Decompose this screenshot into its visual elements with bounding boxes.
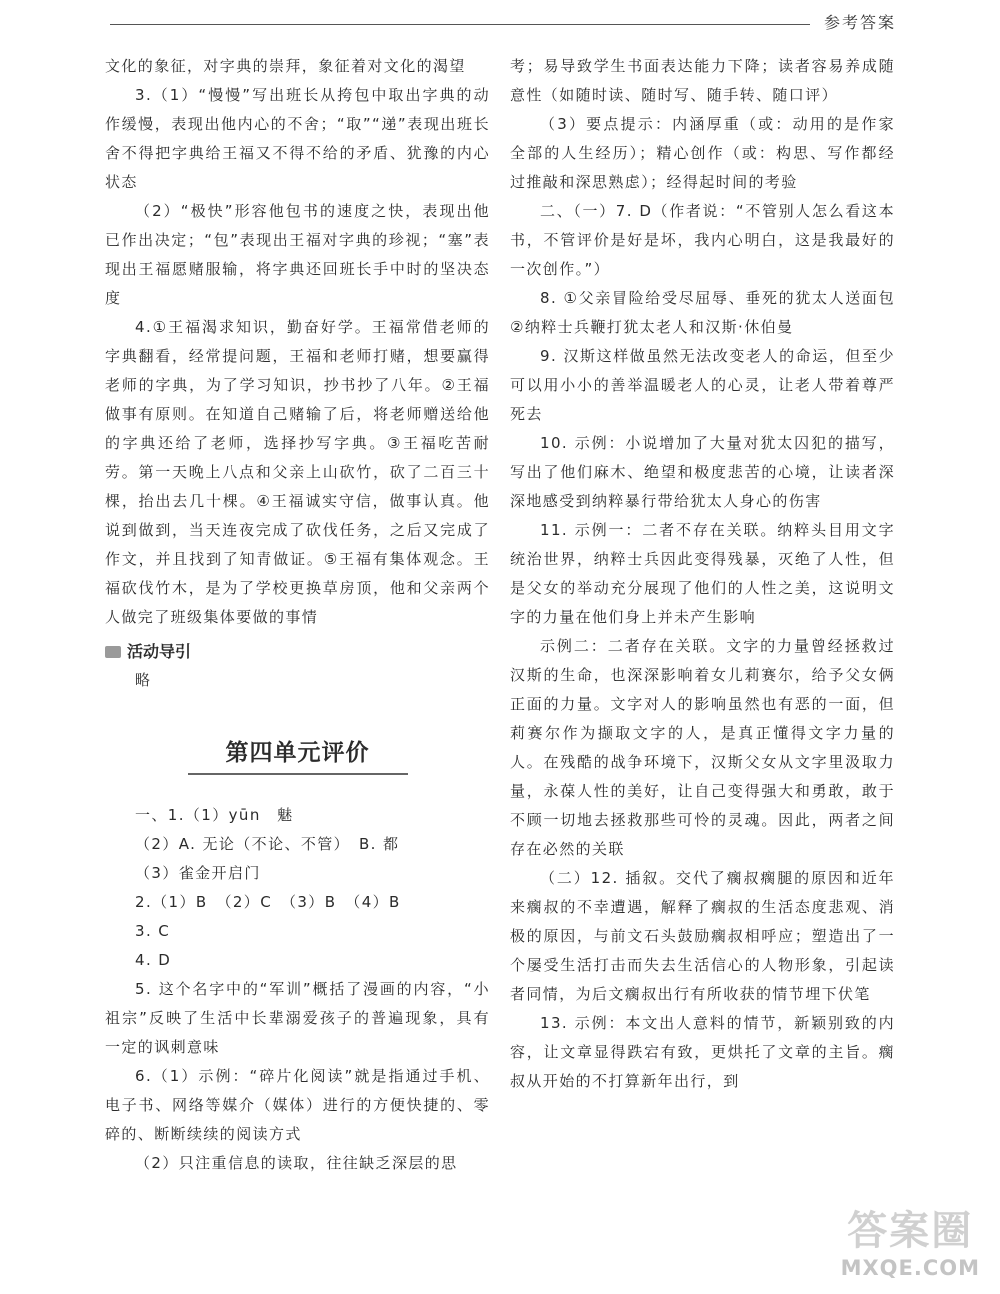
right-column bbox=[510, 52, 912, 1096]
activity-heading-text: 活动导引 bbox=[127, 642, 192, 661]
header-rule bbox=[110, 24, 810, 25]
answer-paragraph: 3.（1）“慢慢”写出班长从挎包中取出字典的动作缓慢，表现出他内心的不舍；“取”“递”表现出班长舍不得把字典给王福又不得不给的矛盾、犹豫的内心状态 bbox=[105, 86, 490, 191]
answer-paragraph: 4.①王福渴求知识，勤奋好学。王福常借老师的字典翻看，经常提问题，王福和老师打赌，想要赢得老师的字典，为了学习知识，抄书抄了八年。②王福做事有原则。在知道自己赌输了后，将老师赠送给他的字典还给了老师，选择抄写字典。③王福吃苦耐劳。第一天晚上八点和父亲上山砍竹，砍了二百三十棵，抬出去几十棵。④王福诚实守信，做事认真。他说到做到，当天连夜完成了砍伐任务，之后又完成了作文，并且找到了知青做证。⑤王福有集体观念。王福砍伐竹木，是为了学校更换草房顶，他和父亲两个人做完了班级集体要做的事情 bbox=[105, 318, 490, 626]
answer-paragraph: （2）A. 无论（不论、不管） B. 都 bbox=[135, 835, 400, 853]
answer-paragraph: 10. 示例：小说增加了大量对犹太囚犯的描写，写出了他们麻木、绝望和极度悲苦的心境，让读者深深地感受到纳粹暴行带给犹太人身心的伤害 bbox=[510, 434, 895, 510]
answer-paragraph: 2.（1）B （2）C （3）B （4）B bbox=[135, 893, 401, 911]
answer-paragraph: （3）要点提示：内涵厚重（或：动用的是作家全部的人生经历）；精心创作（或：构思、写作都经过推敲和深思熟虑）；经得起时间的考验 bbox=[510, 115, 895, 191]
answer-paragraph: 8. ①父亲冒险给受尽屈辱、垂死的犹太人送面包 ②纳粹士兵鞭打犹太老人和汉斯·休伯曼 bbox=[510, 289, 912, 336]
answer-paragraph: 5. 这个名字中的“军训”概括了漫画的内容，“小祖宗”反映了生活中长辈溺爱孩子的普遍现象，具有一定的讽刺意味 bbox=[105, 980, 490, 1056]
answer-paragraph: 一、1.（1）yūn 魅 bbox=[135, 806, 294, 824]
answer-paragraph: 6.（1）示例：“碎片化阅读”就是指通过手机、电子书、网络等媒介（媒体）进行的方便快捷的、零碎的、断断续续的阅读方式 bbox=[105, 1067, 490, 1143]
left-column bbox=[105, 52, 490, 1178]
left-answers-top bbox=[105, 52, 490, 632]
answer-paragraph: 13. 示例：本文出人意料的情节，新颖别致的内容，让文章显得跌宕有致，更烘托了文章的主旨。瘸叔从开始的不打算新年出行，到 bbox=[510, 1014, 895, 1090]
answer-paragraph: 考；易导致学生书面表达能力下降；读者容易养成随意性（如随时读、随时写、随手转、随口评） bbox=[510, 57, 895, 104]
left-answers-bottom bbox=[105, 801, 490, 1178]
watermark-url: MXQE.COM bbox=[840, 1256, 980, 1280]
answer-paragraph: 3. C bbox=[135, 922, 171, 940]
answer-paragraph: （二）12. 插叙。交代了瘸叔瘸腿的原因和近年来瘸叔的不幸遭遇，解释了瘸叔的生活态度悲观、消极的原因，与前文石头鼓励瘸叔相呼应；塑造出了一个屡受生活打击而失去生活信心的人物形象，引起读者同情，为后文瘸叔出行有所收获的情节埋下伏笔 bbox=[510, 869, 895, 1003]
right-answers bbox=[510, 52, 912, 1096]
answer-paragraph: （3）雀金开启门 bbox=[135, 864, 261, 882]
answer-paragraph: 文化的象征，对字典的崇拜，象征着对文化的渴望 bbox=[105, 57, 466, 75]
watermark-logo: 答案圈 bbox=[847, 1208, 974, 1254]
answer-paragraph: 9. 汉斯这样做虽然无法改变老人的命运，但至少可以用小小的善举温暖老人的心灵，让老人带着尊严死去 bbox=[510, 347, 895, 423]
answer-paragraph: 示例二：二者存在关联。文字的力量曾经拯救过汉斯的生命，也深深影响着女儿莉赛尔，给予父女俩正面的力量。文字对人的影响虽然也有恶的一面，但莉赛尔作为撷取文字的人，是真正懂得文字力量的人。在残酷的战争环境下，汉斯父女从文字里汲取力量，永葆人性的美好，让自己变得强大和勇敢，敢于不顾一切地去拯救那些可怜的灵魂。因此，两者之间存在必然的关联 bbox=[510, 637, 895, 858]
running-header: 参考答案 bbox=[824, 13, 897, 32]
answer-paragraph: 11. 示例一：二者不存在关联。纳粹头目用文字统治世界，纳粹士兵因此变得残暴，灭绝了人性，但是父女的举动充分展现了他们的人性之美，这说明文字的力量在他们身上并未产生影响 bbox=[510, 521, 895, 626]
watermark bbox=[841, 1199, 980, 1280]
unit-title-underline bbox=[188, 773, 408, 775]
answer-paragraph: 4. D bbox=[135, 951, 172, 969]
activity-text: 略 bbox=[135, 671, 152, 689]
unit-title: 第四单元评价 bbox=[225, 739, 370, 766]
answer-paragraph: 二、（一）7. D（作者说：“不管别人怎么看这本书，不管评价是好是坏，我内心明白，这是我最好的一次创作。”） bbox=[510, 202, 895, 278]
answer-paragraph: （2）“极快”形容他包书的速度之快，表现出他已作出决定；“包”表现出王福对字典的珍视；“塞”表现出王福愿赌服输，将字典还回班长手中时的坚决态度 bbox=[105, 202, 490, 307]
book-icon bbox=[105, 646, 121, 658]
answer-paragraph: （2）只注重信息的读取，往往缺乏深层的思 bbox=[135, 1154, 458, 1172]
activity-heading bbox=[105, 638, 490, 666]
